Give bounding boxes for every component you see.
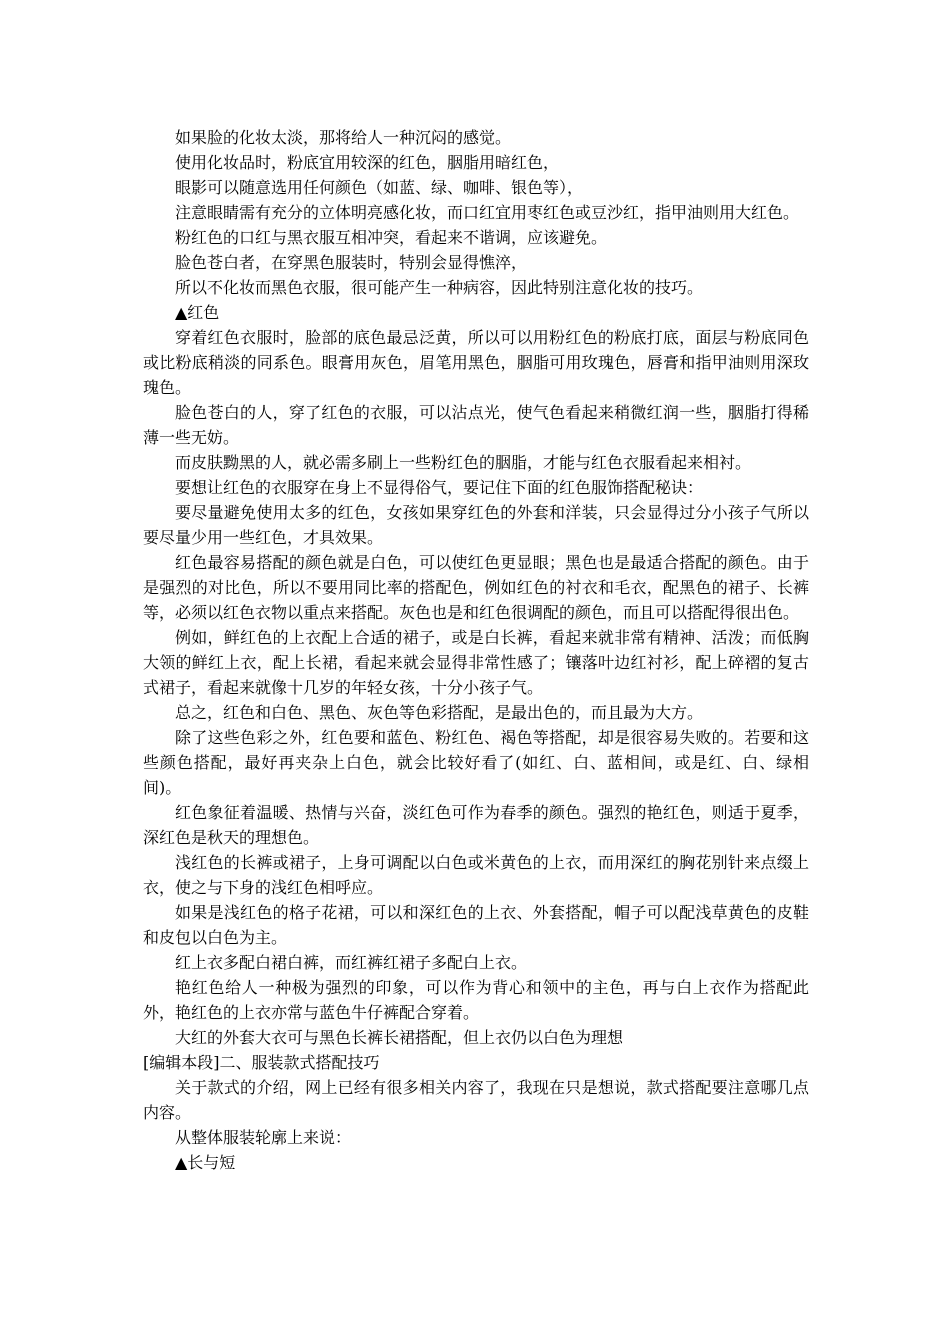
document-body <box>143 125 809 1175</box>
body-paragraph: 浅红色的长裤或裙子，上身可调配以白色或米黄色的上衣，而用深红的胸花别针来点缀上衣，使之与下身的浅红色相呼应。 <box>143 853 809 897</box>
body-paragraph: 例如，鲜红色的上衣配上合适的裙子，或是白长裤，看起来就非常有精神、活泼；而低胸大领的鲜红上衣，配上长裙，看起来就会显得非常性感了；镶落叶边红衬衫，配上碎褶的复古式裙子，看起来就像十几岁的年轻女孩，十分小孩子气。 <box>143 628 809 697</box>
body-paragraph: 关于款式的介绍，网上已经有很多相关内容了，我现在只是想说，款式搭配要注意哪几点内容。 <box>143 1078 809 1122</box>
body-paragraph: 穿着红色衣服时，脸部的底色最忌泛黄，所以可以用粉红色的粉底打底，面层与粉底同色或比粉底稍淡的同系色。眼膏用灰色，眉笔用黑色，胭脂可用玫瑰色，唇膏和指甲油则用深玫瑰色。 <box>143 328 809 397</box>
body-paragraph: 红色象征着温暖、热情与兴奋，淡红色可作为春季的颜色。强烈的艳红色，则适于夏季，深红色是秋天的理想色。 <box>143 803 809 847</box>
body-paragraph: 大红的外套大衣可与黑色长裤长裙搭配，但上衣仍以白色为理想 <box>175 1028 624 1047</box>
section-heading: [编辑本段]二、服装款式搭配技巧 <box>143 1053 380 1072</box>
body-paragraph: 所以不化妆而黑色衣服，很可能产生一种病容，因此特别注意化妆的技巧。 <box>175 278 704 297</box>
body-paragraph: 如果是浅红色的格子花裙，可以和深红色的上衣、外套搭配，帽子可以配浅草黄色的皮鞋和皮包以白色为主。 <box>143 903 809 947</box>
body-paragraph: 红色最容易搭配的颜色就是白色，可以使红色更显眼；黑色也是最适合搭配的颜色。由于是强烈的对比色，所以不要用同比率的搭配色，例如红色的衬衣和毛衣，配黑色的裙子、长裤等，必须以红色衣物以重点来搭配。灰色也是和红色很调配的颜色，而且可以搭配得很出色。 <box>143 553 809 622</box>
body-paragraph: 脸色苍白者，在穿黑色服装时，特别会显得憔淬， <box>175 253 528 272</box>
body-paragraph: 除了这些色彩之外，红色要和蓝色、粉红色、褐色等搭配，却是很容易失败的。若要和这些颜色搭配，最好再夹杂上白色，就会比较好看了(如红、白、蓝相间，或是红、白、绿相间)。 <box>143 728 809 797</box>
body-paragraph: 从整体服装轮廓上来说： <box>175 1128 352 1147</box>
body-paragraph: 要尽量避免使用太多的红色，女孩如果穿红色的外套和洋装，只会显得过分小孩子气所以要尽量少用一些红色，才具效果。 <box>143 503 809 547</box>
body-paragraph: 脸色苍白的人，穿了红色的衣服，可以沾点光，使气色看起来稍微红润一些，胭脂打得稀薄一些无妨。 <box>143 403 809 447</box>
body-paragraph: 红上衣多配白裙白裤，而红裤红裙子多配白上衣。 <box>175 953 528 972</box>
body-paragraph: 使用化妆品时，粉底宜用较深的红色，胭脂用暗红色， <box>175 153 560 172</box>
body-paragraph: 总之，红色和白色、黑色、灰色等色彩搭配，是最出色的，而且最为大方。 <box>175 703 704 722</box>
body-paragraph: 而皮肤黝黑的人，就必需多刷上一些粉红色的胭脂，才能与红色衣服看起来相衬。 <box>175 453 752 472</box>
body-paragraph: ▲长与短 <box>175 1153 236 1172</box>
body-paragraph: 如果脸的化妆太淡，那将给人一种沉闷的感觉。 <box>175 128 512 147</box>
body-paragraph: 要想让红色的衣服穿在身上不显得俗气，要记住下面的红色服饰搭配秘诀： <box>175 478 704 497</box>
body-paragraph: 粉红色的口红与黑衣服互相冲突，看起来不谐调，应该避免。 <box>175 228 608 247</box>
body-paragraph: ▲红色 <box>175 303 220 322</box>
body-paragraph: 艳红色给人一种极为强烈的印象，可以作为背心和领中的主色，再与白上衣作为搭配此外，艳红色的上衣亦常与蓝色牛仔裤配合穿着。 <box>143 978 809 1022</box>
body-paragraph: 注意眼睛需有充分的立体明亮感化妆，而口红宜用枣红色或豆沙红，指甲油则用大红色。 <box>175 203 800 222</box>
body-paragraph: 眼影可以随意选用任何颜色（如蓝、绿、咖啡、银色等）， <box>175 178 584 197</box>
